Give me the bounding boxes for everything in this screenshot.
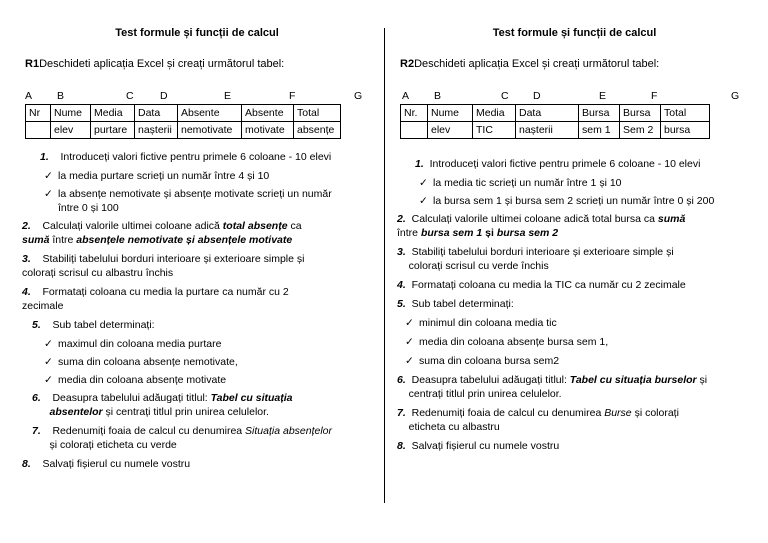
list-item: 1. Introduceți valori fictive pentru primele 6 coloane - 10 elevi bbox=[40, 151, 332, 163]
list-item: ✓ media din coloana absențe motivate bbox=[44, 374, 227, 386]
list-item: 1. Introduceți valori fictive pentru primele 6 coloane - 10 elevi bbox=[415, 158, 701, 170]
check-icon: ✓ bbox=[44, 188, 53, 200]
list-item: ✓ la bursa sem 1 și bursa sem 2 scrieți un număr între 0 și 200 bbox=[419, 195, 715, 207]
check-icon: ✓ bbox=[44, 338, 53, 350]
list-item: 8. Salvați fișierul cu numele vostru bbox=[22, 458, 191, 470]
right-title: Test formule și funcții de calcul bbox=[492, 27, 657, 39]
list-item: 7. Redenumiți foaia de calcul cu denumirea Burse și colorați eticheta cu albastru bbox=[397, 407, 679, 433]
column-divider bbox=[384, 28, 385, 503]
list-item: ✓ media din coloana absențe bursa sem 1, bbox=[405, 336, 609, 348]
check-icon: ✓ bbox=[405, 355, 414, 367]
list-item: ✓ suma din coloana absențe nemotivate, bbox=[44, 356, 238, 368]
check-icon: ✓ bbox=[419, 177, 428, 189]
list-item: 2. Calculați valorile ultimei coloane adică total bursa ca sumă între bursa sem 1 și bursa sem 2 bbox=[397, 213, 686, 239]
check-icon: ✓ bbox=[405, 317, 414, 329]
left-title: Test formule și funcții de calcul bbox=[115, 27, 279, 39]
left-test-column bbox=[22, 0, 372, 543]
table-row: elev TIC nașterii sem 1 Sem 2 bursa bbox=[401, 122, 710, 139]
check-icon: ✓ bbox=[405, 336, 414, 348]
list-item: ✓ la media tic scrieți un număr între 1 și 10 bbox=[419, 177, 622, 189]
list-item: 4. Formatați coloana cu media la TIC ca număr cu 2 zecimale bbox=[397, 279, 686, 291]
list-item: ✓ suma din coloana bursa sem2 bbox=[405, 355, 560, 367]
list-item: 4. Formatați coloana cu media la purtare ca număr cu 2 zecimale bbox=[22, 286, 289, 312]
list-item: ✓ maximul din coloana media purtare bbox=[44, 338, 222, 350]
list-item: 8. Salvați fișierul cu numele vostru bbox=[397, 440, 560, 452]
right-column-letters: A B C D E F G bbox=[402, 90, 740, 102]
table-row: elev purtare nașterii nemotivate motivate absențe bbox=[26, 122, 341, 139]
right-task-list bbox=[397, 157, 752, 458]
list-item: 6. Deasupra tabelului adăugați titlul: Tabel cu situația burselor și centrați titlul prin unirea celulelor. bbox=[397, 374, 708, 400]
list-item: 5. Sub tabel determinați: bbox=[32, 319, 155, 331]
list-item: 3. Stabiliți tabelului borduri interioare și exterioare simple și colorați scrisul cu albastru închis bbox=[22, 253, 305, 279]
right-test-column bbox=[397, 0, 752, 543]
left-table bbox=[25, 104, 341, 139]
list-item: 2. Calculați valorile ultimei coloane adică total absențe ca sumă între absențele nemotivate și absențele motivate bbox=[22, 220, 302, 246]
list-item: 5. Sub tabel determinați: bbox=[397, 298, 514, 310]
list-item: ✓ la media purtare scrieți un număr între 4 și 10 bbox=[44, 170, 270, 182]
left-task: R1Deschideti aplicația Excel și creați următorul tabel: bbox=[25, 58, 285, 70]
list-item: ✓ minimul din coloana media tic bbox=[405, 317, 557, 329]
list-item: 6. Deasupra tabelului adăugați titlul: Tabel cu situația absentelor și centrați titlul prin unirea celulelor. bbox=[32, 392, 293, 418]
right-task: R2Deschideti aplicația Excel și creați următorul tabel: bbox=[400, 58, 660, 70]
table-row: Nr Nume Media Data Absente Absente Total bbox=[26, 105, 341, 122]
right-table bbox=[400, 104, 710, 139]
check-icon: ✓ bbox=[44, 374, 53, 386]
check-icon: ✓ bbox=[44, 356, 53, 368]
check-icon: ✓ bbox=[419, 195, 428, 207]
list-item: ✓ la absențe nemotivate și absențe motivate scrieți un număr între 0 și 100 bbox=[44, 188, 332, 214]
left-column-letters: A B C D E F G bbox=[25, 90, 363, 102]
check-icon: ✓ bbox=[44, 170, 53, 182]
list-item: 7. Redenumiți foaia de calcul cu denumirea Situația absențelor și colorați eticheta cu verde bbox=[32, 425, 333, 451]
table-row: Nr. Nume Media Data Bursa Bursa Total bbox=[401, 105, 710, 122]
list-item: 3. Stabiliți tabelului borduri interioare și exterioare simple și colorați scrisul cu verde închis bbox=[397, 246, 674, 272]
left-task-list bbox=[22, 150, 372, 476]
